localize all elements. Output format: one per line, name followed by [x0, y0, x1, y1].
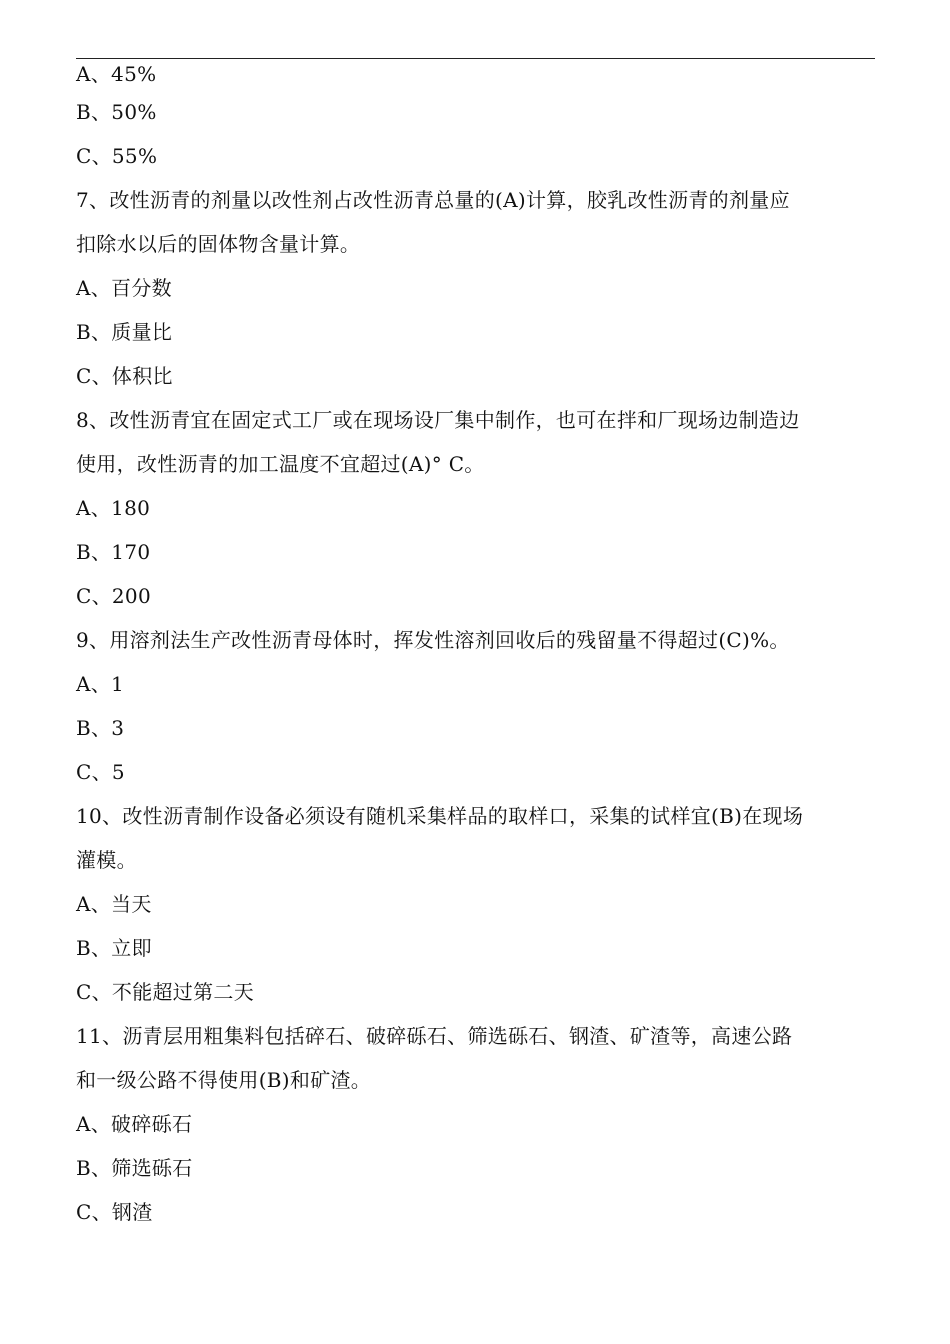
option-line: C、55% — [76, 144, 158, 168]
option-line: A、45% — [76, 62, 157, 86]
option-line: C、钢渣 — [76, 1200, 153, 1224]
question-7-line-2: 扣除水以后的固体物含量计算。 — [76, 232, 361, 256]
option-line: C、5 — [76, 760, 125, 784]
question-11-line-2: 和一级公路不得使用(B)和矿渣。 — [76, 1068, 372, 1092]
question-10-line-1: 10、改性沥青制作设备必须设有随机采集样品的取样口，采集的试样宜(B)在现场 — [76, 804, 804, 828]
option-line: A、破碎砾石 — [76, 1112, 193, 1136]
option-line: B、3 — [76, 716, 125, 740]
question-8-line-1: 8、改性沥青宜在固定式工厂或在现场设厂集中制作，也可在拌和厂现场边制造边 — [76, 408, 800, 432]
option-line: B、筛选砾石 — [76, 1156, 193, 1180]
option-line: C、200 — [76, 584, 151, 608]
question-9-line-1: 9、用溶剂法生产改性沥青母体时，挥发性溶剂回收后的残留量不得超过(C)%。 — [76, 628, 790, 652]
question-8-line-2: 使用，改性沥青的加工温度不宜超过(A)° C。 — [76, 452, 485, 476]
option-line: B、质量比 — [76, 320, 173, 344]
question-11-line-1: 11、沥青层用粗集料包括碎石、破碎砾石、筛选砾石、钢渣、矿渣等，高速公路 — [76, 1024, 793, 1048]
option-line: A、1 — [76, 672, 125, 696]
option-line: C、不能超过第二天 — [76, 980, 255, 1004]
question-7-line-1: 7、改性沥青的剂量以改性剂占改性沥青总量的(A)计算，胶乳改性沥青的剂量应 — [76, 188, 790, 212]
option-line: B、170 — [76, 540, 151, 564]
option-line: B、立即 — [76, 936, 152, 960]
option-line: A、180 — [76, 496, 151, 520]
option-line: C、体积比 — [76, 364, 173, 388]
option-line: A、当天 — [76, 892, 152, 916]
document-body — [76, 58, 876, 1234]
option-line: B、50% — [76, 100, 157, 124]
option-line: A、百分数 — [76, 276, 172, 300]
question-10-line-2: 灌模。 — [76, 848, 137, 872]
